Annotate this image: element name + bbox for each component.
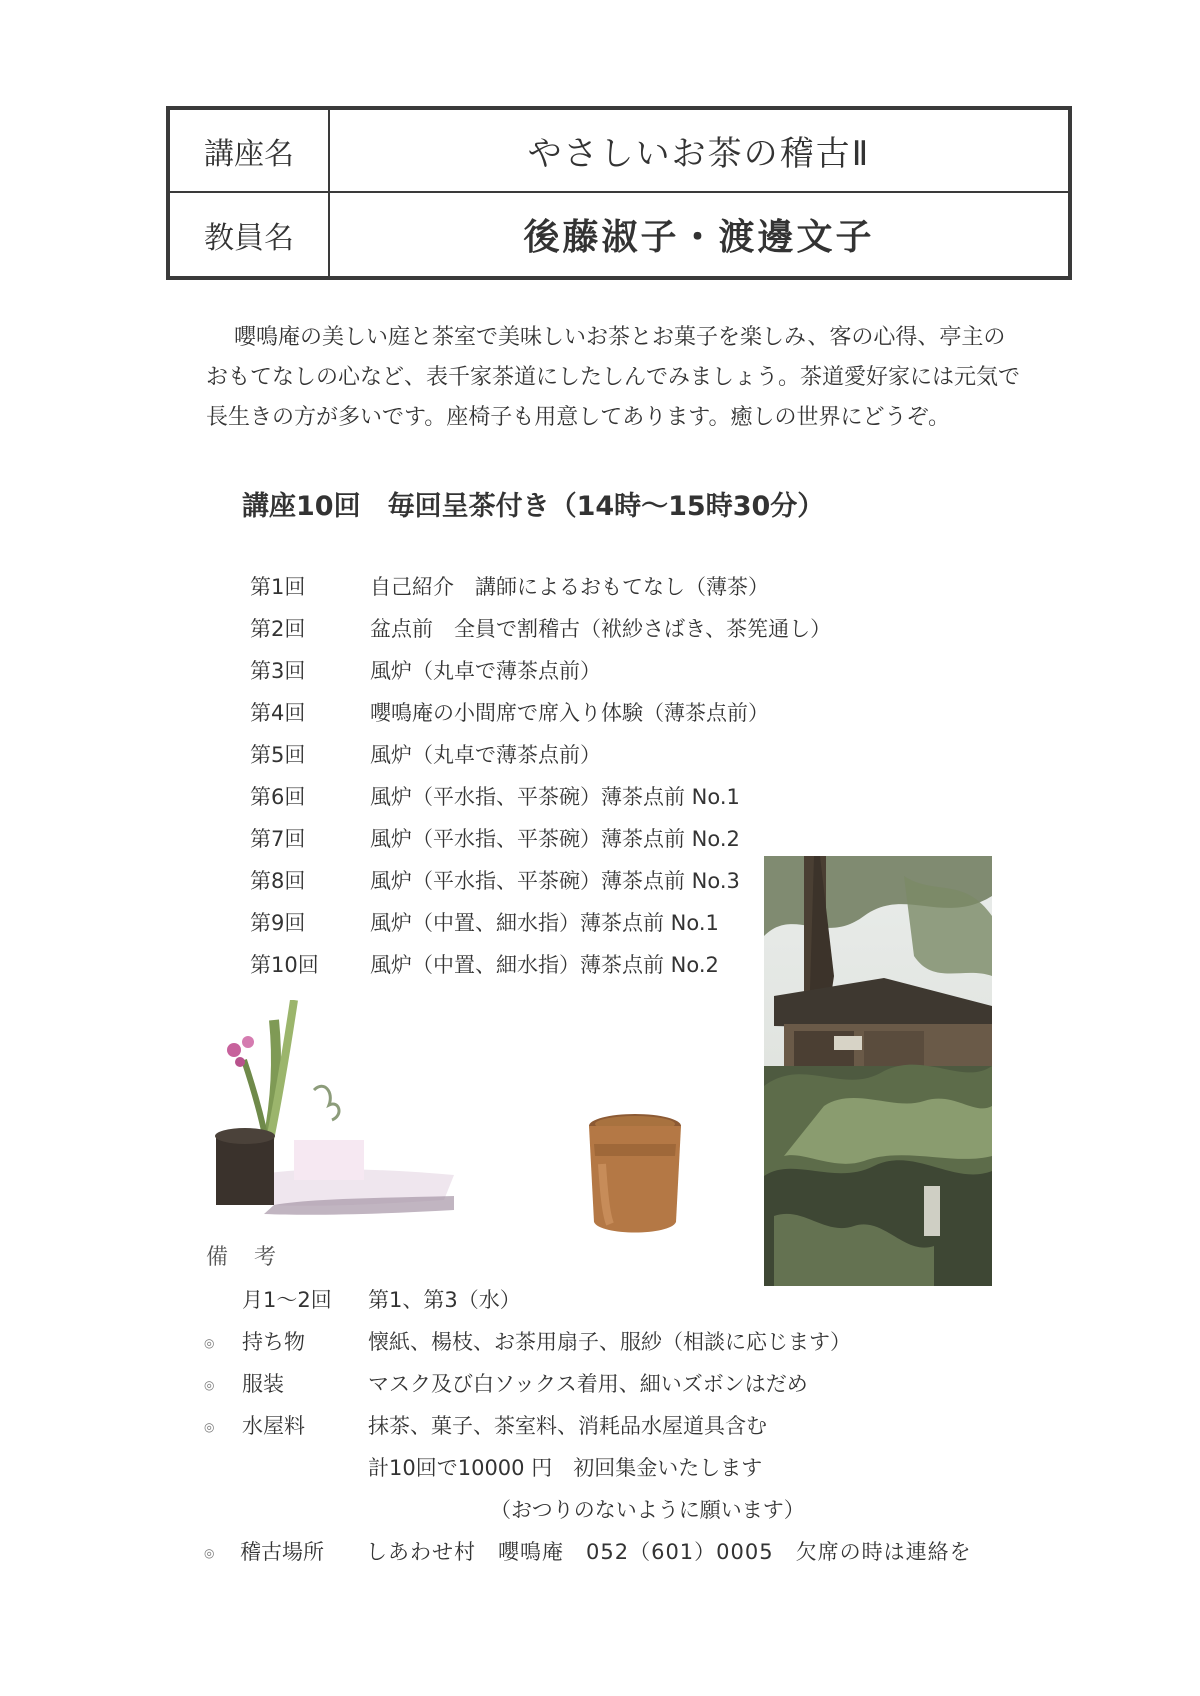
schedule-heading: 講座10回 毎回呈茶付き（14時～15時30分） (242, 491, 825, 522)
course-name: やさしいお茶の稽古Ⅱ (330, 110, 1068, 193)
venue-row (0, 1536, 1200, 1576)
lesson-description: 風炉（平水指、平茶碗）薄茶点前 No.3 (370, 869, 740, 893)
lesson-row (0, 566, 780, 606)
teahouse-garden-photo (764, 856, 992, 1286)
note-row (0, 1368, 1200, 1408)
bullet-icon: ◎ (204, 1336, 215, 1350)
lesson-row (0, 650, 780, 690)
note-label: 月1～2回 (242, 1288, 332, 1312)
water-jar-photo (580, 1104, 690, 1244)
lesson-number: 第7回 (250, 827, 306, 851)
lesson-number: 第8回 (250, 869, 306, 893)
note-row (0, 1452, 1200, 1492)
note-label: 水屋料 (242, 1414, 305, 1438)
change-note: （おつりのないように願います） (490, 1498, 805, 1522)
lesson-row (0, 860, 780, 900)
lesson-number: 第10回 (250, 953, 319, 977)
lesson-row (0, 902, 780, 942)
lesson-description: 風炉（中置、細水指）薄茶点前 No.1 (370, 911, 719, 935)
course-header-table (166, 106, 1072, 280)
lesson-number: 第3回 (250, 659, 306, 683)
note-row (0, 1326, 1200, 1366)
lesson-number: 第2回 (250, 617, 306, 641)
venue-label: 稽古場所 (240, 1540, 324, 1564)
fee-total: 計10回で10000 円 初回集金いたします (368, 1456, 763, 1480)
lesson-number: 第9回 (250, 911, 306, 935)
intro-line: 長生きの方が多いです。座椅子も用意してあります。癒しの世界にどうぞ。 (206, 405, 951, 430)
notes-title: 備 考 (206, 1245, 279, 1270)
lesson-row (0, 818, 780, 858)
lesson-row (0, 734, 780, 774)
note-label: 持ち物 (242, 1330, 305, 1354)
note-value: 抹茶、菓子、茶室料、消耗品水屋道具含む (368, 1414, 767, 1438)
lesson-description: 風炉（平水指、平茶碗）薄茶点前 No.1 (370, 785, 740, 809)
lesson-row (0, 776, 780, 816)
bullet-icon: ◎ (204, 1378, 215, 1392)
note-value: 懐紙、楊枝、お茶用扇子、服紗（相談に応じます） (368, 1330, 851, 1354)
lesson-number: 第1回 (250, 575, 306, 599)
teacher-name: 後藤淑子・渡邊文子 (523, 217, 875, 258)
intro-paragraph (206, 318, 1056, 438)
lesson-description: 盆点前 全員で割稽古（袱紗さばき、茶筅通し） (370, 617, 832, 641)
lesson-row (0, 608, 832, 648)
lesson-description: 自己紹介 講師によるおもてなし（薄茶） (370, 575, 769, 599)
flower-arrangement-photo (204, 1000, 456, 1230)
lesson-number: 第6回 (250, 785, 306, 809)
note-row (0, 1410, 1200, 1450)
bullet-icon: ◎ (204, 1420, 215, 1434)
note-label: 服装 (242, 1372, 284, 1396)
lesson-description: 風炉（丸卓で薄茶点前） (370, 659, 601, 683)
note-value: マスク及び白ソックス着用、細いズボンはだめ (368, 1372, 808, 1396)
lesson-row (0, 944, 780, 984)
course-label: 講座名 (170, 110, 330, 193)
intro-line: 嚶鳴庵の美しい庭と茶室で美味しいお茶とお菓子を楽しみ、客の心得、亭主の (234, 325, 1006, 350)
lesson-description: 嚶鳴庵の小間席で席入り体験（薄茶点前） (370, 701, 769, 725)
note-value: 第1、第3（水） (368, 1288, 521, 1312)
teacher-label: 教員名 (170, 193, 330, 276)
note-row (0, 1284, 1200, 1324)
venue-value: しあわせ村 嚶鳴庵 052（601）0005 欠席の時は連絡を (366, 1540, 972, 1564)
lesson-row (0, 692, 780, 732)
lesson-description: 風炉（丸卓で薄茶点前） (370, 743, 601, 767)
lesson-number: 第5回 (250, 743, 306, 767)
lesson-description: 風炉（中置、細水指）薄茶点前 No.2 (370, 953, 719, 977)
lesson-description: 風炉（平水指、平茶碗）薄茶点前 No.2 (370, 827, 740, 851)
lesson-number: 第4回 (250, 701, 306, 725)
bullet-icon: ◎ (204, 1546, 215, 1560)
intro-line: おもてなしの心など、表千家茶道にしたしんでみましょう。茶道愛好家には元気で (206, 365, 1021, 390)
